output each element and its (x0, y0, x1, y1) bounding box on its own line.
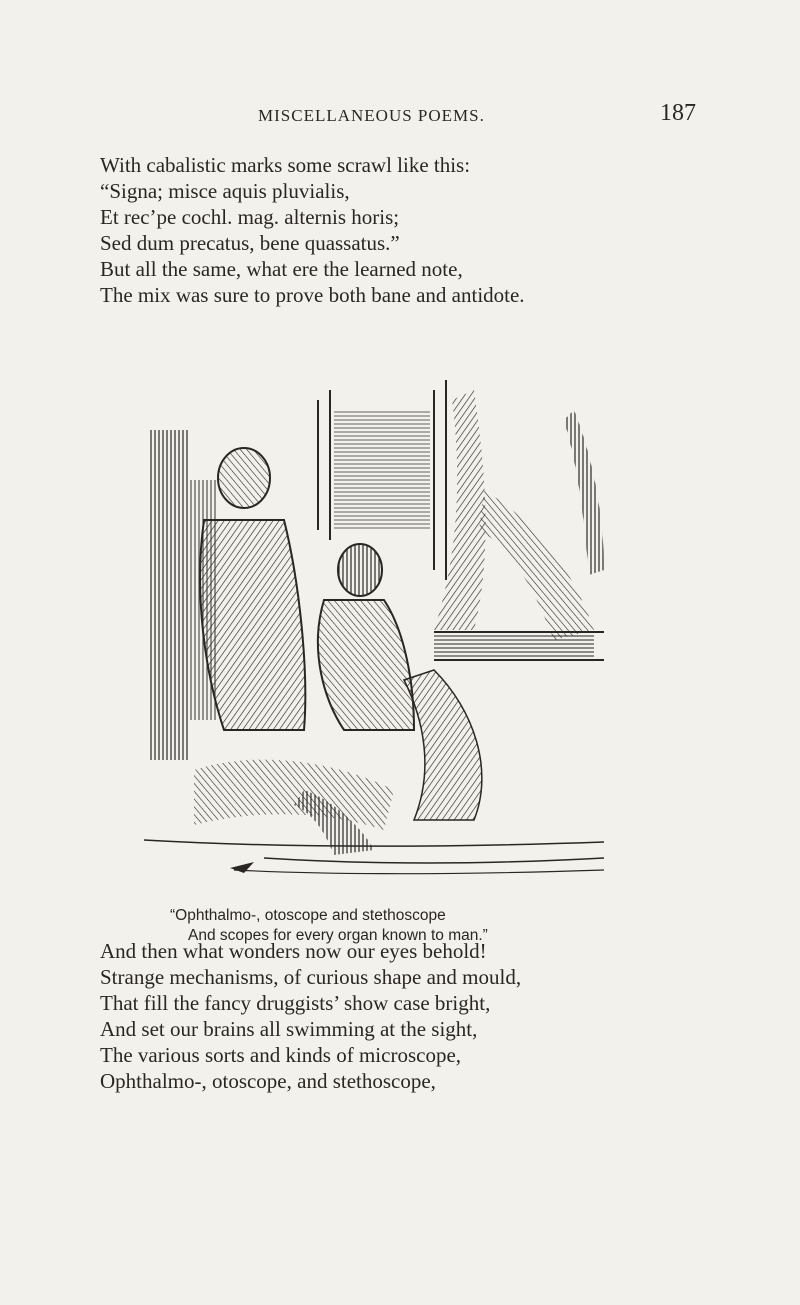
stanza-2 (100, 938, 740, 1094)
verse-line: “Signa; misce aquis pluvialis, (100, 179, 350, 203)
verse-line: With cabalistic marks some scrawl like this: (100, 153, 471, 177)
verse-line: But all the same, what ere the learned note, (100, 257, 463, 281)
verse-line: The various sorts and kinds of microscope, (100, 1043, 462, 1067)
caption-line: And scopes for every organ known to man.” (188, 927, 488, 944)
verse-line: And then what wonders now our eyes behold! (100, 939, 487, 963)
verse-line: And set our brains all swimming at the sight, (100, 1017, 478, 1041)
stanza-1 (100, 152, 740, 308)
left-curtain (148, 430, 188, 760)
illustration (134, 370, 614, 890)
caption-line: “Ophthalmo-, otoscope and stethoscope (170, 907, 446, 924)
verse-line: That fill the fancy druggists’ show case bright, (100, 991, 491, 1015)
page-number: 187 (660, 100, 696, 126)
engraving-drawing (134, 370, 614, 890)
page-header (0, 100, 800, 132)
verse-line: Sed dum precatus, bene quassatus.” (100, 231, 400, 255)
verse-line: Strange mechanisms, of curious shape and mould, (100, 965, 522, 989)
running-head: MISCELLANEOUS POEMS. (258, 106, 485, 125)
verse-line: The mix was sure to prove both bane and antidote. (100, 283, 525, 307)
verse-line: Et rec’pe cochl. mag. alternis horis; (100, 205, 400, 229)
verse-line: Ophthalmo-, otoscope, and stethoscope, (100, 1069, 436, 1093)
